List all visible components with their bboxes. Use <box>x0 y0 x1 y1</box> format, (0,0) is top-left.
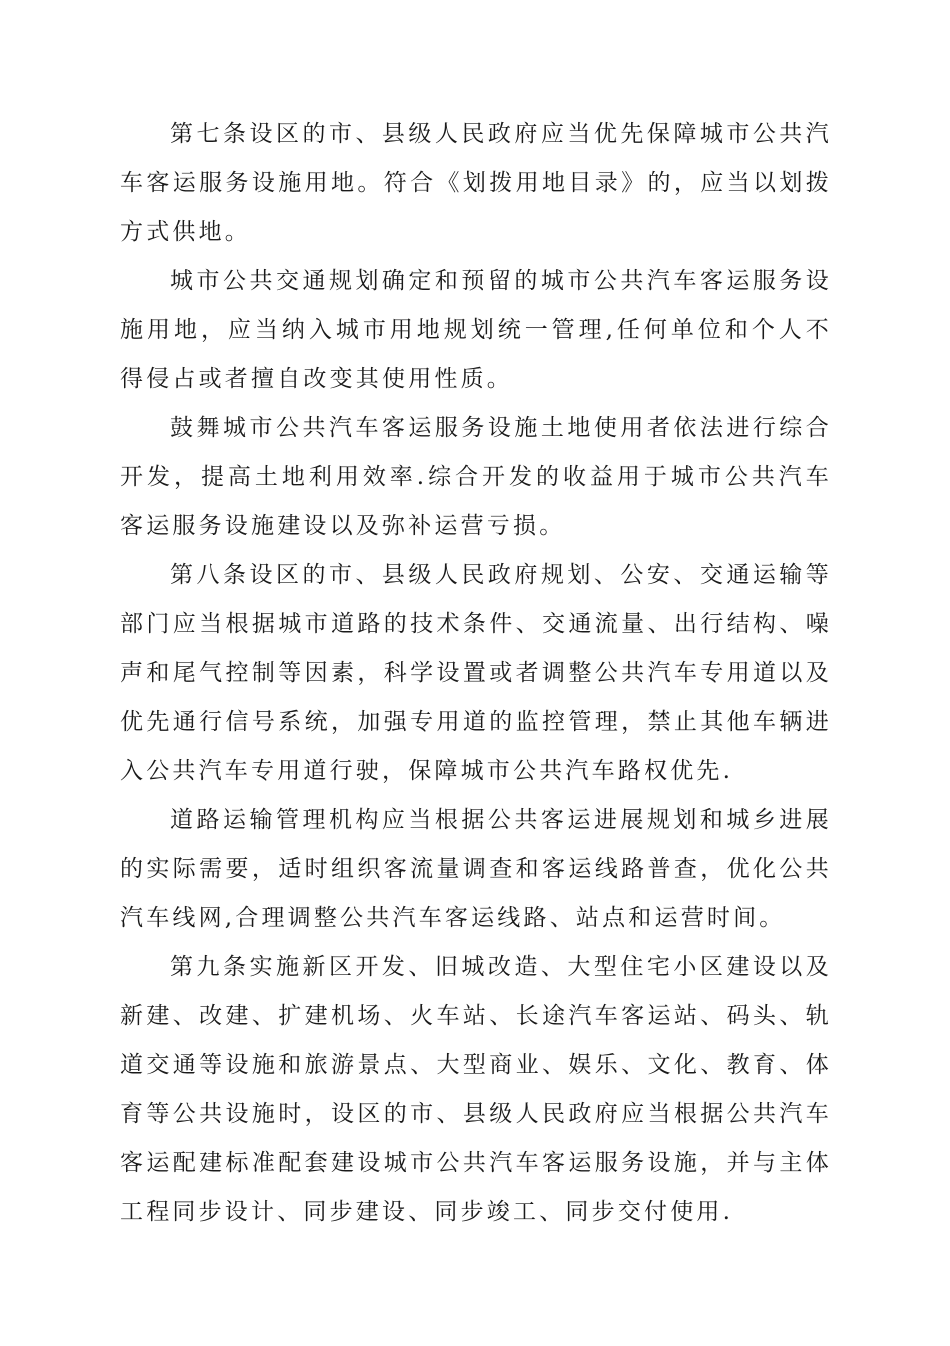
paragraph-land-use-planning: 城市公共交通规划确定和预留的城市公共汽车客运服务设施用地，应当纳入城市用地规划统一管理,任何单位和个人不得侵占或者擅自改变其使用性质。 <box>120 268 832 392</box>
paragraph-route-optimization: 道路运输管理机构应当根据公共客运进展规划和城乡进展的实际需要，适时组织客流量调查和客运线路普查，优化公共汽车线网,合理调整公共汽车客运线路、站点和运营时间。 <box>120 807 832 931</box>
paragraph-article-7: 第七条设区的市、县级人民政府应当优先保障城市公共汽车客运服务设施用地。符合《划拨用地目录》的，应当以划拨方式供地。 <box>120 121 832 245</box>
paragraph-article-8: 第八条设区的市、县级人民政府规划、公安、交通运输等部门应当根据城市道路的技术条件、交通流量、出行结构、噪声和尾气控制等因素，科学设置或者调整公共汽车专用道以及优先通行信号系统，加强专用道的监控管理，禁止其他车辆进入公共汽车专用道行驶，保障城市公共汽车路权优先. <box>120 562 832 784</box>
paragraph-comprehensive-development: 鼓舞城市公共汽车客运服务设施土地使用者依法进行综合开发，提高土地利用效率.综合开发的收益用于城市公共汽车客运服务设施建设以及弥补运营亏损。 <box>120 415 832 539</box>
paragraph-article-9: 第九条实施新区开发、旧城改造、大型住宅小区建设以及新建、改建、扩建机场、火车站、长途汽车客运站、码头、轨道交通等设施和旅游景点、大型商业、娱乐、文化、教育、体育等公共设施时，设区的市、县级人民政府应当根据公共汽车客运配建标准配套建设城市公共汽车客运服务设施，并与主体工程同步设计、同步建设、同步竣工、同步交付使用. <box>120 954 832 1225</box>
document-body <box>120 110 832 1237</box>
